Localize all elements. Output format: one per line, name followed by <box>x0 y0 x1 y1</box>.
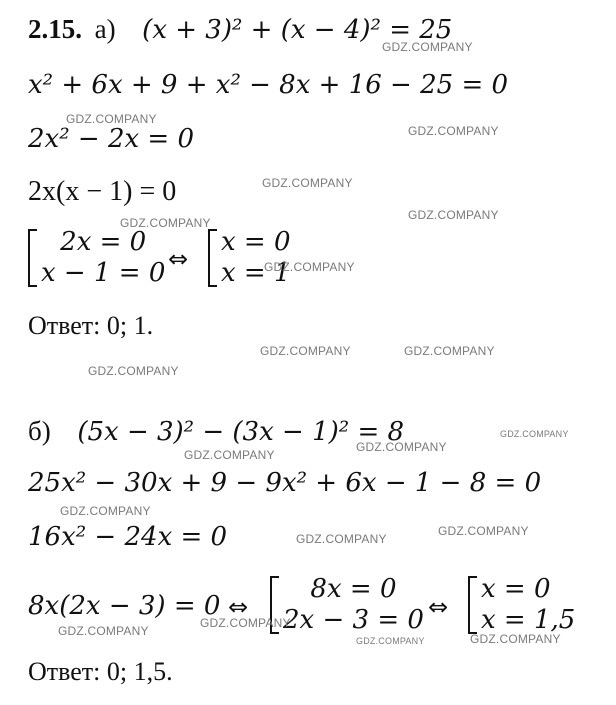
watermark: GDZ.COMPANY <box>66 112 157 126</box>
watermark: GDZ.COMPANY <box>296 532 387 546</box>
watermark: GDZ.COMPANY <box>120 216 211 230</box>
part-b-system-left <box>270 576 424 634</box>
part-b-equation: (5x − 3)² − (3x − 1)² = 8 <box>77 417 405 447</box>
part-a-system-left <box>28 229 165 287</box>
watermark: GDZ.COMPANY <box>58 624 149 638</box>
system-row: x − 1 = 0 <box>41 257 166 288</box>
bracket-icon <box>208 229 217 287</box>
watermark: GDZ.COMPANY <box>408 208 499 222</box>
watermark: GDZ.COMPANY <box>500 429 569 439</box>
part-b-step2: 16x² − 24x = 0 <box>28 522 228 552</box>
watermark: GDZ.COMPANY <box>184 448 275 462</box>
problem-header-a <box>28 16 452 43</box>
part-b-answer: Ответ: 0; 1,5. <box>28 657 173 686</box>
part-a-equation: (x + 3)² + (x − 4)² = 25 <box>142 15 453 45</box>
watermark: GDZ.COMPANY <box>200 616 291 630</box>
system-row: 2x = 0 <box>60 227 147 257</box>
part-b-label: б) <box>28 416 51 446</box>
system-row: x = 0 <box>481 574 551 604</box>
watermark: GDZ.COMPANY <box>88 364 179 378</box>
part-b-system-right <box>468 576 575 634</box>
watermark: GDZ.COMPANY <box>356 636 425 646</box>
part-b-step3: 8x(2x − 3) = 0 <box>28 591 221 621</box>
problem-header-b <box>28 418 404 445</box>
watermark: GDZ.COMPANY <box>264 260 355 274</box>
watermark: GDZ.COMPANY <box>438 524 529 538</box>
part-a-step3: 2x(x − 1) = 0 <box>28 176 177 207</box>
part-b-step1: 25x² − 30x + 9 − 9x² + 6x − 1 − 8 = 0 <box>28 468 542 498</box>
system-row: x = 0 <box>221 227 291 257</box>
system-row: x = 1 <box>221 257 291 288</box>
part-a-system-right <box>208 229 291 287</box>
part-a-step1: x² + 6x + 9 + x² − 8x + 16 − 25 = 0 <box>28 70 509 100</box>
bracket-icon <box>468 576 477 634</box>
watermark: GDZ.COMPANY <box>470 632 561 646</box>
watermark: GDZ.COMPANY <box>260 344 351 358</box>
equivalence-arrow-icon: ⇔ <box>168 245 189 273</box>
watermark: GDZ.COMPANY <box>408 124 499 138</box>
watermark: GDZ.COMPANY <box>382 40 473 54</box>
watermark: GDZ.COMPANY <box>404 344 495 358</box>
watermark: GDZ.COMPANY <box>262 176 353 190</box>
part-a-answer: Ответ: 0; 1. <box>28 311 154 340</box>
system-row: x = 1,5 <box>481 604 576 635</box>
bracket-icon <box>28 229 37 287</box>
part-a-step2: 2x² − 2x = 0 <box>28 124 195 154</box>
part-a-label: а) <box>94 14 116 44</box>
watermark: GDZ.COMPANY <box>356 440 447 454</box>
problem-number: 2.15. <box>28 14 82 44</box>
watermark: GDZ.COMPANY <box>60 504 151 518</box>
equivalence-arrow-icon: ⇔ <box>228 593 249 621</box>
system-row: 8x = 0 <box>310 574 397 604</box>
equivalence-arrow-icon: ⇔ <box>428 593 449 621</box>
system-row: 2x − 3 = 0 <box>283 604 424 635</box>
